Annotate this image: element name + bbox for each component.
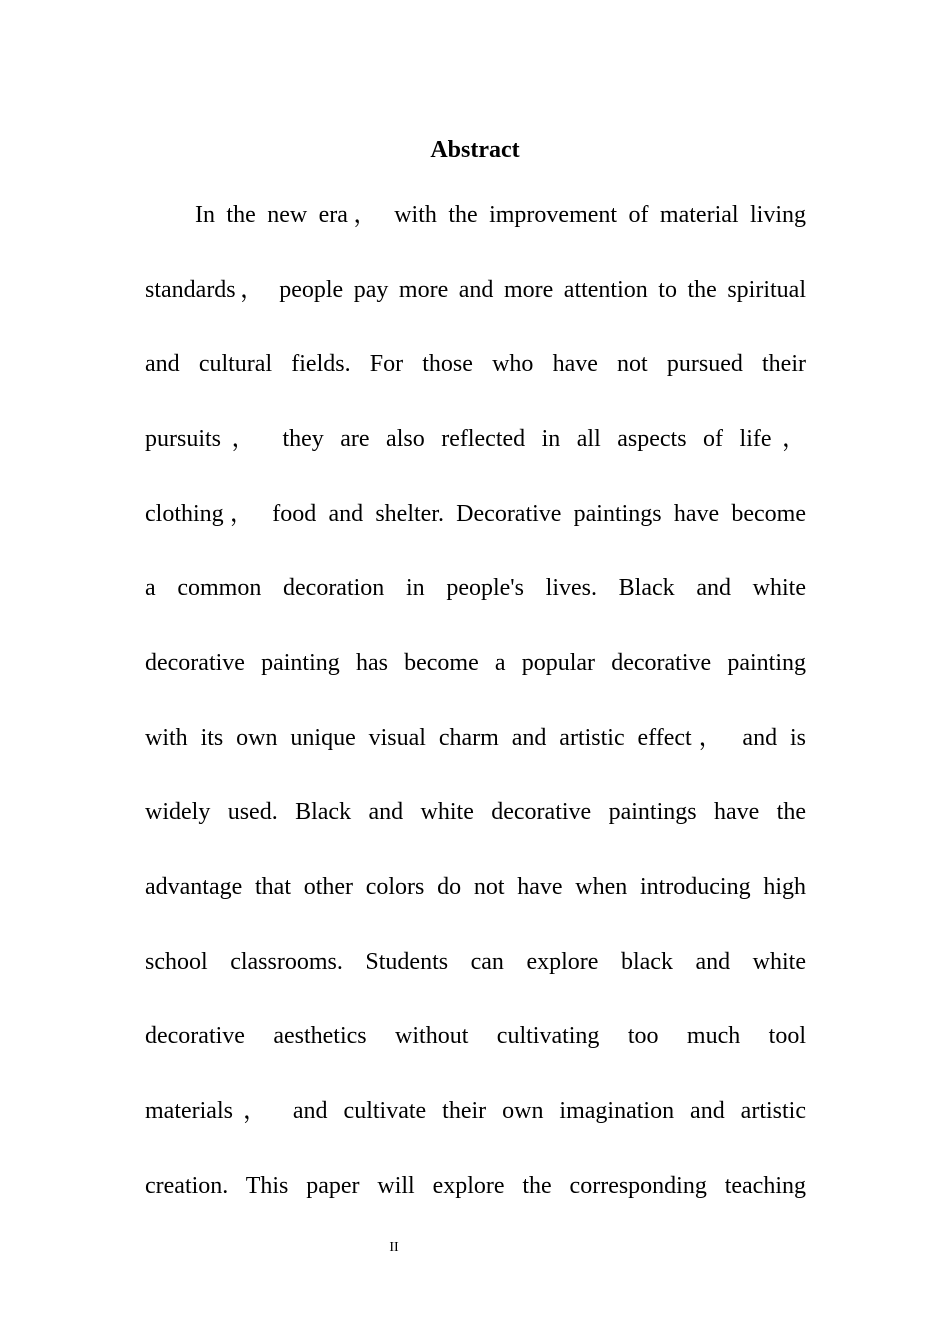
abstract-line: a common decoration in people's lives. Black and white [145,575,806,601]
abstract-line: with its own unique visual charm and artistic effect， and is [145,725,806,751]
abstract-line: decorative painting has become a popular decorative painting [145,650,806,676]
abstract-line: In the new era， with the improvement of material living [195,202,806,228]
abstract-line: materials， and cultivate their own imagination and artistic [145,1098,806,1124]
abstract-line: advantage that other colors do not have when introducing high [145,874,806,900]
abstract-line: clothing， food and shelter. Decorative paintings have become [145,501,806,527]
abstract-line: widely used. Black and white decorative paintings have the [145,799,806,825]
abstract-line: decorative aesthetics without cultivating too much tool [145,1023,806,1049]
abstract-line: pursuits， they are also reflected in all aspects of life， [145,426,806,452]
abstract-line: school classrooms. Students can explore black and white [145,949,806,975]
abstract-line: creation. This paper will explore the corresponding teaching [145,1173,806,1199]
abstract-title: Abstract [430,137,520,163]
page-number: II [389,1240,399,1255]
abstract-line: and cultural fields. For those who have not pursued their [145,351,806,377]
abstract-line: standards， people pay more and more attention to the spiritual [145,277,806,303]
